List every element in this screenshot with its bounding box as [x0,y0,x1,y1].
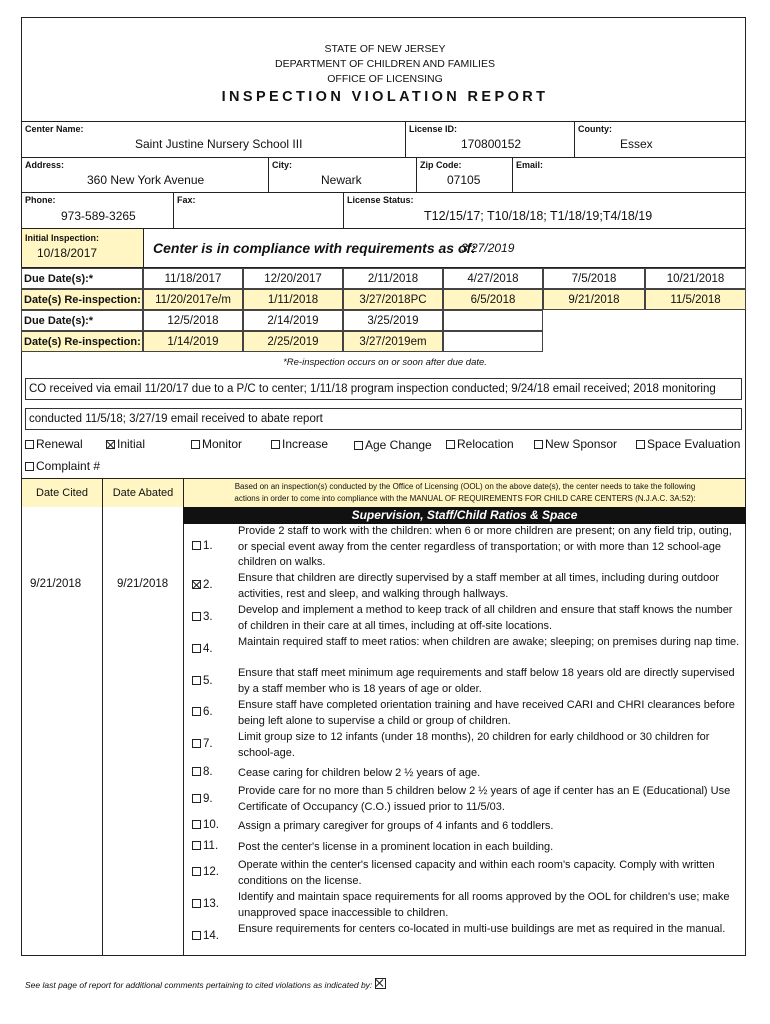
state-heading: STATE OF NEW JERSEY [324,43,446,55]
zip-label: Zip Code: [420,160,462,170]
checkbox-icon [636,440,645,449]
phone: 973-589-3265 [61,209,136,223]
checkbox-icon [354,441,363,450]
date-abated-value: 9/21/2018 [117,578,169,590]
requirement-checkbox[interactable]: 14. [192,930,219,942]
city: Newark [321,173,362,187]
requirement-checkbox[interactable]: 10. [192,819,219,831]
reinspection-cell: 3/27/2018PC [343,289,443,310]
county: Essex [620,137,653,151]
date-abated-header: Date Abated [112,487,174,499]
reinspection-cell: 3/27/2019em [343,331,443,352]
due-date-cell: 4/27/2018 [443,268,543,289]
address-label: Address: [25,160,65,170]
reinspection-cell: 9/21/2018 [543,289,645,310]
section-heading: Supervision, Staff/Child Ratios & Space [183,507,746,524]
requirement-checkbox[interactable]: 13. [192,898,219,910]
phone-label: Phone: [25,195,56,205]
due-date-cell: 7/5/2018 [543,268,645,289]
license-status-label: License Status: [347,195,414,205]
requirement-text: Operate within the center's licensed capacity and within each room's capacity. Comply with written conditions on the license. [238,859,715,887]
reinspection-cell: 1/11/2018 [243,289,343,310]
checkbox-icon [25,462,34,471]
relocation-checkbox[interactable]: Relocation [446,437,514,451]
initial-checkbox[interactable]: Initial [106,437,145,451]
requirement-text: Develop and implement a method to keep track of all children and ensure that staff knows the number of children in their care at all times, including at off-site locations. [238,604,733,632]
requirement-checkbox[interactable]: 2. [192,579,213,591]
license-id-label: License ID: [409,124,458,134]
requirement-checkbox[interactable]: 5. [192,675,213,687]
age-change-checkbox[interactable]: Age Change [354,438,432,452]
reinspection-cell: 6/5/2018 [443,289,543,310]
requirement-checkbox[interactable]: 1. [192,540,213,552]
compliance-statement: Center is in compliance with requirements as of: [153,240,476,256]
requirement-checkbox[interactable]: 3. [192,611,213,623]
requirement-checkbox[interactable]: 11. [192,840,218,852]
checkbox-icon [534,440,543,449]
due-date-cell [443,310,543,331]
requirement-text: Assign a primary caregiver for groups of 4 infants and 6 toddlers. [238,820,554,832]
zip-code: 07105 [447,173,481,187]
checked-box-icon [375,978,386,989]
monitor-checkbox[interactable]: Monitor [191,437,242,451]
renewal-checkbox[interactable]: Renewal [25,437,83,451]
reinspection-label-2: Date(s) Re-inspection: [21,331,143,352]
center-name: Saint Justine Nursery School III [135,137,303,151]
due-dates-label-2: Due Date(s):* [21,310,143,331]
due-date-cell: 2/14/2019 [243,310,343,331]
requirement-checkbox[interactable]: 4. [192,643,213,655]
requirement-text: Post the center's license in a prominent location in each building. [238,841,554,853]
requirement-text: Limit group size to 12 infants (under 18 months), 20 children for early childhood or 30 children for school-age. [238,731,710,759]
county-label: County: [578,124,612,134]
requirement-text: Ensure that staff meet minimum age requirements and staff below 18 years old are directly supervised by a staff member who is 18 years of age or older. [238,667,735,695]
initial-inspection-date: 10/18/2017 [37,246,98,260]
requirement-text: Cease caring for children below 2 ½ years of age. [238,767,481,779]
reinspection-cell: 11/5/2018 [645,289,746,310]
due-date-cell: 3/25/2019 [343,310,443,331]
requirement-checkbox[interactable]: 6. [192,706,213,718]
checkbox-icon [271,440,280,449]
complaint-checkbox[interactable]: Complaint # [25,459,100,473]
checkbox-icon [191,440,200,449]
requirement-text: Provide 2 staff to work with the children: when 6 or more children are present; on any field trip, outing, or special event away from the center regardless of transportation; or with more than 12 school-age children on walks. [238,525,732,568]
date-cited-header: Date Cited [36,487,88,499]
due-date-cell: 11/18/2017 [143,268,243,289]
center-name-label: Center Name: [25,124,84,134]
increase-checkbox[interactable]: Increase [271,437,328,451]
due-date-cell: 10/21/2018 [645,268,746,289]
requirement-text: Ensure requirements for centers co-located in multi-use buildings are met as required in the manual. [238,923,726,935]
requirement-checkbox[interactable]: 8. [192,766,213,778]
due-date-cell: 12/20/2017 [243,268,343,289]
checkbox-icon [25,440,34,449]
due-date-cell: 2/11/2018 [343,268,443,289]
city-label: City: [272,160,292,170]
license-id: 170800152 [461,137,522,151]
requirement-checkbox[interactable]: 9. [192,793,213,805]
requirement-text: Maintain required staff to meet ratios: when children are awake; sleeping; on premises during nap time. [238,636,740,648]
reinspection-cell: 1/14/2019 [143,331,243,352]
requirement-text: Provide care for no more than 5 children below 2 ½ years of age if center has an E (Educational) Use Certificate of Occupancy (C.O.) issued prior to 11/5/03. [238,785,731,813]
due-date-cell: 12/5/2018 [143,310,243,331]
address: 360 New York Avenue [87,173,205,187]
violations-intro: Based on an inspection(s) conducted by the Office of Licensing (OOL) on the above date(s), the center needs to take the following actions in order to come into compliance with the MANUAL OF REQUIREMENTS FOR CHILD CARE CENTERS (N.J.A.C. 3A:52): [234,482,696,503]
checked-box-icon [106,440,115,449]
requirement-checkbox[interactable]: 12. [192,866,219,878]
space-evaluation-checkbox[interactable]: Space Evaluation [636,437,740,451]
reinspection-cell: 2/25/2019 [243,331,343,352]
reinspection-cell [443,331,543,352]
requirement-text: Ensure staff have completed orientation training and have received CARI and CHRI clearances before being left alone to supervise a child or group of children. [238,699,735,727]
office-heading: OFFICE OF LICENSING [327,73,443,85]
department-heading: DEPARTMENT OF CHILDREN AND FAMILIES [275,58,495,70]
comments-line-1: CO received via email 11/20/17 due to a P/C to center; 1/11/18 program inspection conducted; 9/24/18 email received; 2018 monitoring [25,378,742,400]
requirement-text: Identify and maintain space requirements for all rooms approved by the OOL for children's use; make unapproved space inaccessible to children. [238,891,730,919]
checkbox-icon [446,440,455,449]
due-dates-label-1: Due Date(s):* [21,268,143,289]
date-cited-value: 9/21/2018 [30,578,82,590]
reinspection-cell: 11/20/2017e/m [143,289,243,310]
reinspection-label-1: Date(s) Re-inspection: [21,289,143,310]
initial-inspection-label: Initial Inspection: [25,233,100,243]
footer-note: See last page of report for additional comments pertaining to cited violations as indicated by: [25,978,388,990]
requirement-text: Ensure that children are directly supervised by a staff member at all times, including during outdoor activities, rest and sleep, and walking through hallways. [238,572,719,600]
email-label: Email: [516,160,544,170]
requirement-checkbox[interactable]: 7. [192,738,213,750]
compliance-date: 3/27/2019 [461,241,515,255]
fax-label: Fax: [177,195,196,205]
comments-line-2: conducted 11/5/18; 3/27/19 email received to abate report [25,408,742,430]
report-title: INSPECTION VIOLATION REPORT [221,89,549,105]
new-sponsor-checkbox[interactable]: New Sponsor [534,437,617,451]
license-status: T12/15/17; T10/18/18; T1/18/19;T4/18/19 [424,209,653,223]
reinspection-note: *Re-inspection occurs on or soon after due date. [283,357,487,368]
